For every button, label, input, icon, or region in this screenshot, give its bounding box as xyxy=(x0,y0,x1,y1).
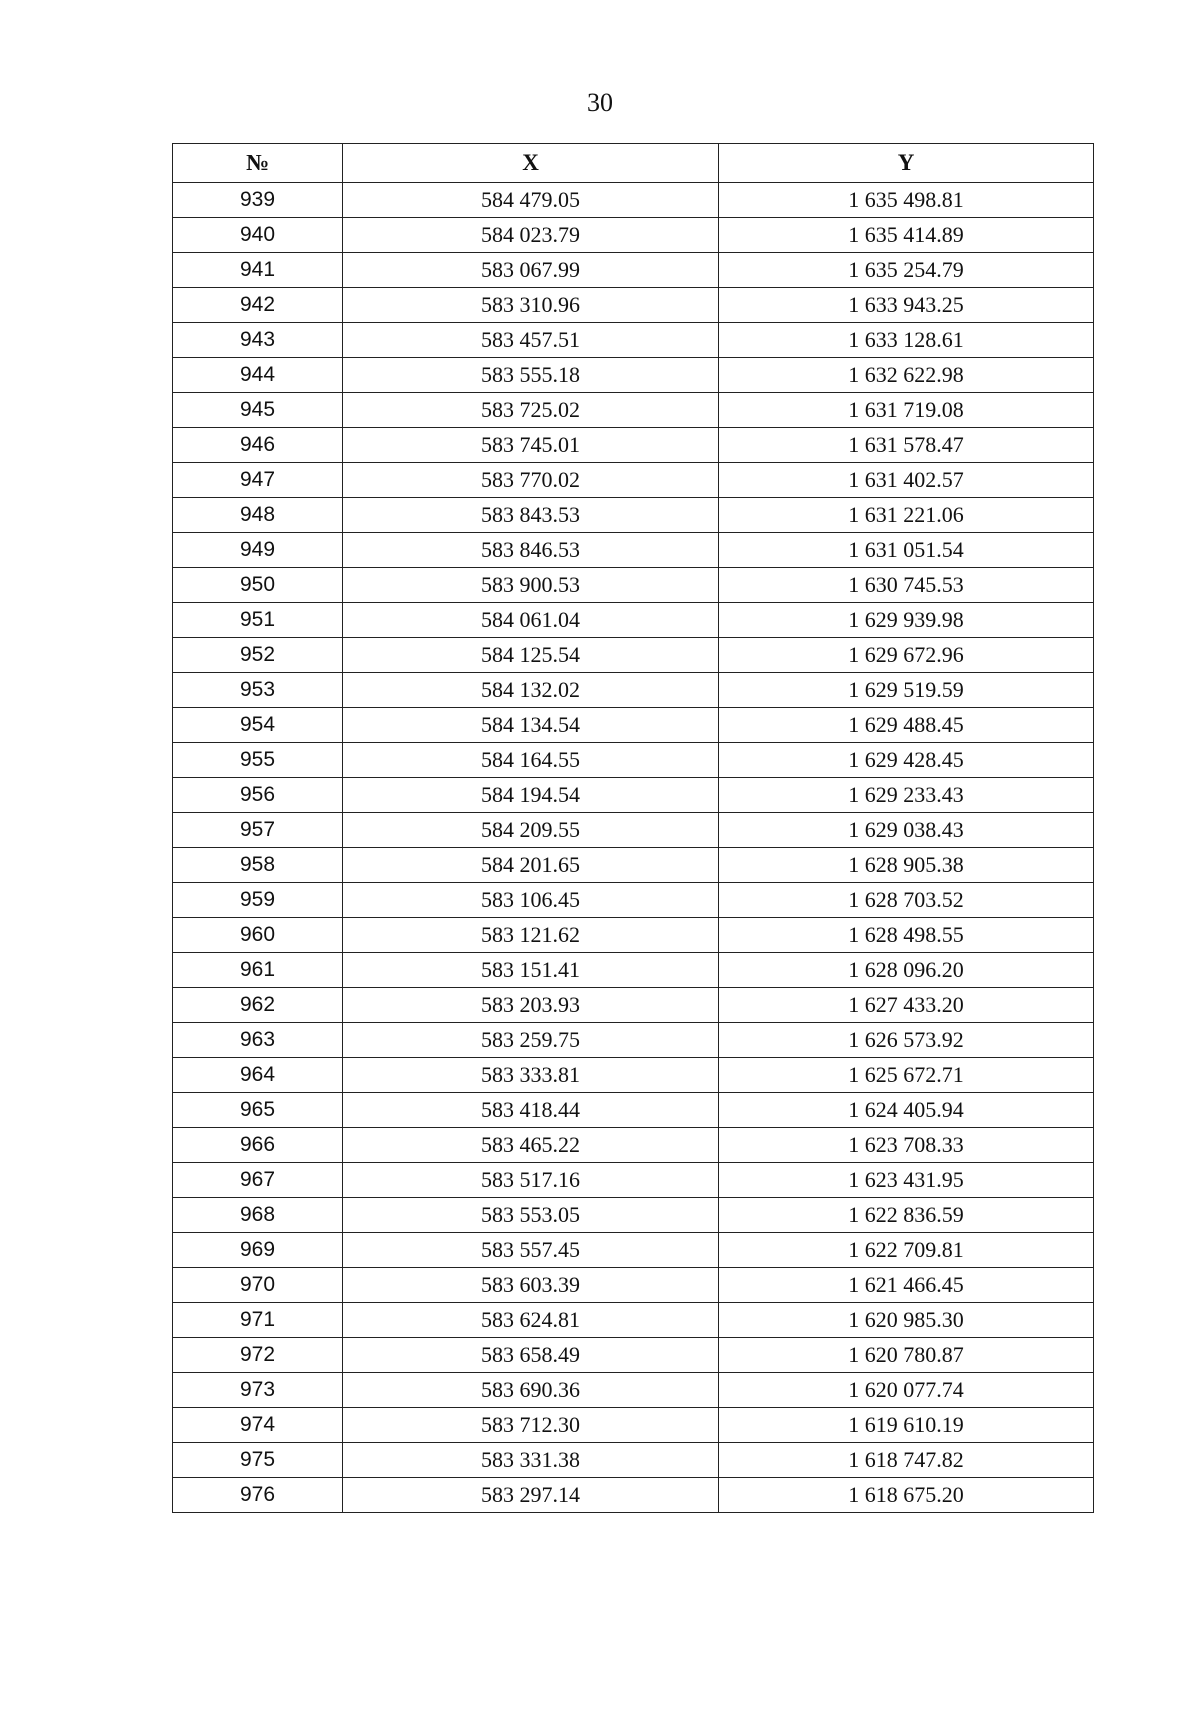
table-row xyxy=(173,1478,1094,1513)
table-row xyxy=(173,778,1094,813)
x-coordinate-cell: 584 201.65 xyxy=(343,848,719,883)
y-coordinate-cell: 1 631 221.06 xyxy=(719,498,1094,533)
x-coordinate-cell: 583 712.30 xyxy=(343,1408,719,1443)
y-coordinate-cell: 1 629 939.98 xyxy=(719,603,1094,638)
table-row xyxy=(173,428,1094,463)
table-row xyxy=(173,533,1094,568)
table-row xyxy=(173,1373,1094,1408)
table-row xyxy=(173,358,1094,393)
x-coordinate-cell: 583 297.14 xyxy=(343,1478,719,1513)
x-coordinate-cell: 584 132.02 xyxy=(343,673,719,708)
y-coordinate-cell: 1 629 038.43 xyxy=(719,813,1094,848)
table-row xyxy=(173,1338,1094,1373)
table-row xyxy=(173,883,1094,918)
coordinates-table xyxy=(172,143,1094,1513)
table-row xyxy=(173,1128,1094,1163)
table-header-row xyxy=(173,144,1094,183)
table-row xyxy=(173,218,1094,253)
table-row xyxy=(173,1198,1094,1233)
table-row xyxy=(173,1443,1094,1478)
table-row xyxy=(173,1303,1094,1338)
y-coordinate-cell: 1 631 402.57 xyxy=(719,463,1094,498)
table-row xyxy=(173,708,1094,743)
y-coordinate-cell: 1 622 836.59 xyxy=(719,1198,1094,1233)
y-coordinate-cell: 1 627 433.20 xyxy=(719,988,1094,1023)
y-coordinate-cell: 1 631 051.54 xyxy=(719,533,1094,568)
point-number-cell: 970 xyxy=(173,1268,343,1303)
table-row xyxy=(173,1058,1094,1093)
header-x: X xyxy=(343,144,719,183)
point-number-cell: 946 xyxy=(173,428,343,463)
y-coordinate-cell: 1 633 128.61 xyxy=(719,323,1094,358)
x-coordinate-cell: 583 725.02 xyxy=(343,393,719,428)
y-coordinate-cell: 1 624 405.94 xyxy=(719,1093,1094,1128)
point-number-cell: 960 xyxy=(173,918,343,953)
y-coordinate-cell: 1 635 254.79 xyxy=(719,253,1094,288)
x-coordinate-cell: 583 067.99 xyxy=(343,253,719,288)
y-coordinate-cell: 1 628 905.38 xyxy=(719,848,1094,883)
table-row xyxy=(173,1268,1094,1303)
y-coordinate-cell: 1 622 709.81 xyxy=(719,1233,1094,1268)
point-number-cell: 957 xyxy=(173,813,343,848)
x-coordinate-cell: 583 900.53 xyxy=(343,568,719,603)
y-coordinate-cell: 1 628 096.20 xyxy=(719,953,1094,988)
point-number-cell: 949 xyxy=(173,533,343,568)
header-y: Y xyxy=(719,144,1094,183)
point-number-cell: 942 xyxy=(173,288,343,323)
point-number-cell: 940 xyxy=(173,218,343,253)
table-row xyxy=(173,743,1094,778)
y-coordinate-cell: 1 620 077.74 xyxy=(719,1373,1094,1408)
point-number-cell: 947 xyxy=(173,463,343,498)
y-coordinate-cell: 1 628 703.52 xyxy=(719,883,1094,918)
y-coordinate-cell: 1 629 428.45 xyxy=(719,743,1094,778)
point-number-cell: 956 xyxy=(173,778,343,813)
point-number-cell: 975 xyxy=(173,1443,343,1478)
point-number-cell: 941 xyxy=(173,253,343,288)
table-row xyxy=(173,183,1094,218)
table-row xyxy=(173,1408,1094,1443)
x-coordinate-cell: 583 555.18 xyxy=(343,358,719,393)
table-row xyxy=(173,323,1094,358)
y-coordinate-cell: 1 628 498.55 xyxy=(719,918,1094,953)
table-row xyxy=(173,498,1094,533)
table-row xyxy=(173,1233,1094,1268)
x-coordinate-cell: 583 517.16 xyxy=(343,1163,719,1198)
x-coordinate-cell: 583 121.62 xyxy=(343,918,719,953)
point-number-cell: 952 xyxy=(173,638,343,673)
y-coordinate-cell: 1 626 573.92 xyxy=(719,1023,1094,1058)
point-number-cell: 945 xyxy=(173,393,343,428)
point-number-cell: 951 xyxy=(173,603,343,638)
table-row xyxy=(173,288,1094,323)
x-coordinate-cell: 583 745.01 xyxy=(343,428,719,463)
table-row xyxy=(173,673,1094,708)
table-row xyxy=(173,463,1094,498)
x-coordinate-cell: 583 603.39 xyxy=(343,1268,719,1303)
point-number-cell: 973 xyxy=(173,1373,343,1408)
table-row xyxy=(173,988,1094,1023)
point-number-cell: 953 xyxy=(173,673,343,708)
x-coordinate-cell: 583 418.44 xyxy=(343,1093,719,1128)
point-number-cell: 955 xyxy=(173,743,343,778)
x-coordinate-cell: 583 457.51 xyxy=(343,323,719,358)
x-coordinate-cell: 584 209.55 xyxy=(343,813,719,848)
x-coordinate-cell: 583 106.45 xyxy=(343,883,719,918)
x-coordinate-cell: 583 624.81 xyxy=(343,1303,719,1338)
y-coordinate-cell: 1 629 233.43 xyxy=(719,778,1094,813)
table-row xyxy=(173,848,1094,883)
x-coordinate-cell: 583 658.49 xyxy=(343,1338,719,1373)
table-row xyxy=(173,953,1094,988)
point-number-cell: 966 xyxy=(173,1128,343,1163)
y-coordinate-cell: 1 635 498.81 xyxy=(719,183,1094,218)
y-coordinate-cell: 1 635 414.89 xyxy=(719,218,1094,253)
point-number-cell: 958 xyxy=(173,848,343,883)
x-coordinate-cell: 583 553.05 xyxy=(343,1198,719,1233)
table-row xyxy=(173,1163,1094,1198)
x-coordinate-cell: 584 134.54 xyxy=(343,708,719,743)
point-number-cell: 950 xyxy=(173,568,343,603)
point-number-cell: 968 xyxy=(173,1198,343,1233)
x-coordinate-cell: 584 164.55 xyxy=(343,743,719,778)
y-coordinate-cell: 1 623 708.33 xyxy=(719,1128,1094,1163)
x-coordinate-cell: 584 125.54 xyxy=(343,638,719,673)
table-row xyxy=(173,603,1094,638)
y-coordinate-cell: 1 629 488.45 xyxy=(719,708,1094,743)
table-row xyxy=(173,1023,1094,1058)
table-body xyxy=(173,183,1094,1513)
page-number: 30 xyxy=(587,88,613,117)
point-number-cell: 939 xyxy=(173,183,343,218)
table-row xyxy=(173,568,1094,603)
y-coordinate-cell: 1 621 466.45 xyxy=(719,1268,1094,1303)
point-number-cell: 964 xyxy=(173,1058,343,1093)
x-coordinate-cell: 583 259.75 xyxy=(343,1023,719,1058)
x-coordinate-cell: 583 846.53 xyxy=(343,533,719,568)
point-number-cell: 948 xyxy=(173,498,343,533)
table-row xyxy=(173,638,1094,673)
y-coordinate-cell: 1 618 747.82 xyxy=(719,1443,1094,1478)
point-number-cell: 962 xyxy=(173,988,343,1023)
point-number-cell: 963 xyxy=(173,1023,343,1058)
point-number-cell: 969 xyxy=(173,1233,343,1268)
y-coordinate-cell: 1 631 719.08 xyxy=(719,393,1094,428)
point-number-cell: 976 xyxy=(173,1478,343,1513)
x-coordinate-cell: 583 203.93 xyxy=(343,988,719,1023)
table-row xyxy=(173,253,1094,288)
y-coordinate-cell: 1 631 578.47 xyxy=(719,428,1094,463)
table-row xyxy=(173,813,1094,848)
header-number: № xyxy=(173,144,343,183)
table-row xyxy=(173,918,1094,953)
x-coordinate-cell: 584 194.54 xyxy=(343,778,719,813)
point-number-cell: 944 xyxy=(173,358,343,393)
point-number-cell: 959 xyxy=(173,883,343,918)
x-coordinate-cell: 584 061.04 xyxy=(343,603,719,638)
x-coordinate-cell: 583 557.45 xyxy=(343,1233,719,1268)
x-coordinate-cell: 583 843.53 xyxy=(343,498,719,533)
y-coordinate-cell: 1 619 610.19 xyxy=(719,1408,1094,1443)
y-coordinate-cell: 1 629 519.59 xyxy=(719,673,1094,708)
y-coordinate-cell: 1 630 745.53 xyxy=(719,568,1094,603)
y-coordinate-cell: 1 632 622.98 xyxy=(719,358,1094,393)
y-coordinate-cell: 1 623 431.95 xyxy=(719,1163,1094,1198)
point-number-cell: 954 xyxy=(173,708,343,743)
point-number-cell: 974 xyxy=(173,1408,343,1443)
x-coordinate-cell: 584 479.05 xyxy=(343,183,719,218)
point-number-cell: 943 xyxy=(173,323,343,358)
table-row xyxy=(173,393,1094,428)
y-coordinate-cell: 1 633 943.25 xyxy=(719,288,1094,323)
point-number-cell: 965 xyxy=(173,1093,343,1128)
x-coordinate-cell: 583 151.41 xyxy=(343,953,719,988)
y-coordinate-cell: 1 618 675.20 xyxy=(719,1478,1094,1513)
y-coordinate-cell: 1 625 672.71 xyxy=(719,1058,1094,1093)
x-coordinate-cell: 583 465.22 xyxy=(343,1128,719,1163)
y-coordinate-cell: 1 620 985.30 xyxy=(719,1303,1094,1338)
x-coordinate-cell: 584 023.79 xyxy=(343,218,719,253)
point-number-cell: 971 xyxy=(173,1303,343,1338)
x-coordinate-cell: 583 310.96 xyxy=(343,288,719,323)
y-coordinate-cell: 1 629 672.96 xyxy=(719,638,1094,673)
x-coordinate-cell: 583 333.81 xyxy=(343,1058,719,1093)
x-coordinate-cell: 583 331.38 xyxy=(343,1443,719,1478)
y-coordinate-cell: 1 620 780.87 xyxy=(719,1338,1094,1373)
table-row xyxy=(173,1093,1094,1128)
x-coordinate-cell: 583 690.36 xyxy=(343,1373,719,1408)
x-coordinate-cell: 583 770.02 xyxy=(343,463,719,498)
point-number-cell: 967 xyxy=(173,1163,343,1198)
point-number-cell: 972 xyxy=(173,1338,343,1373)
point-number-cell: 961 xyxy=(173,953,343,988)
